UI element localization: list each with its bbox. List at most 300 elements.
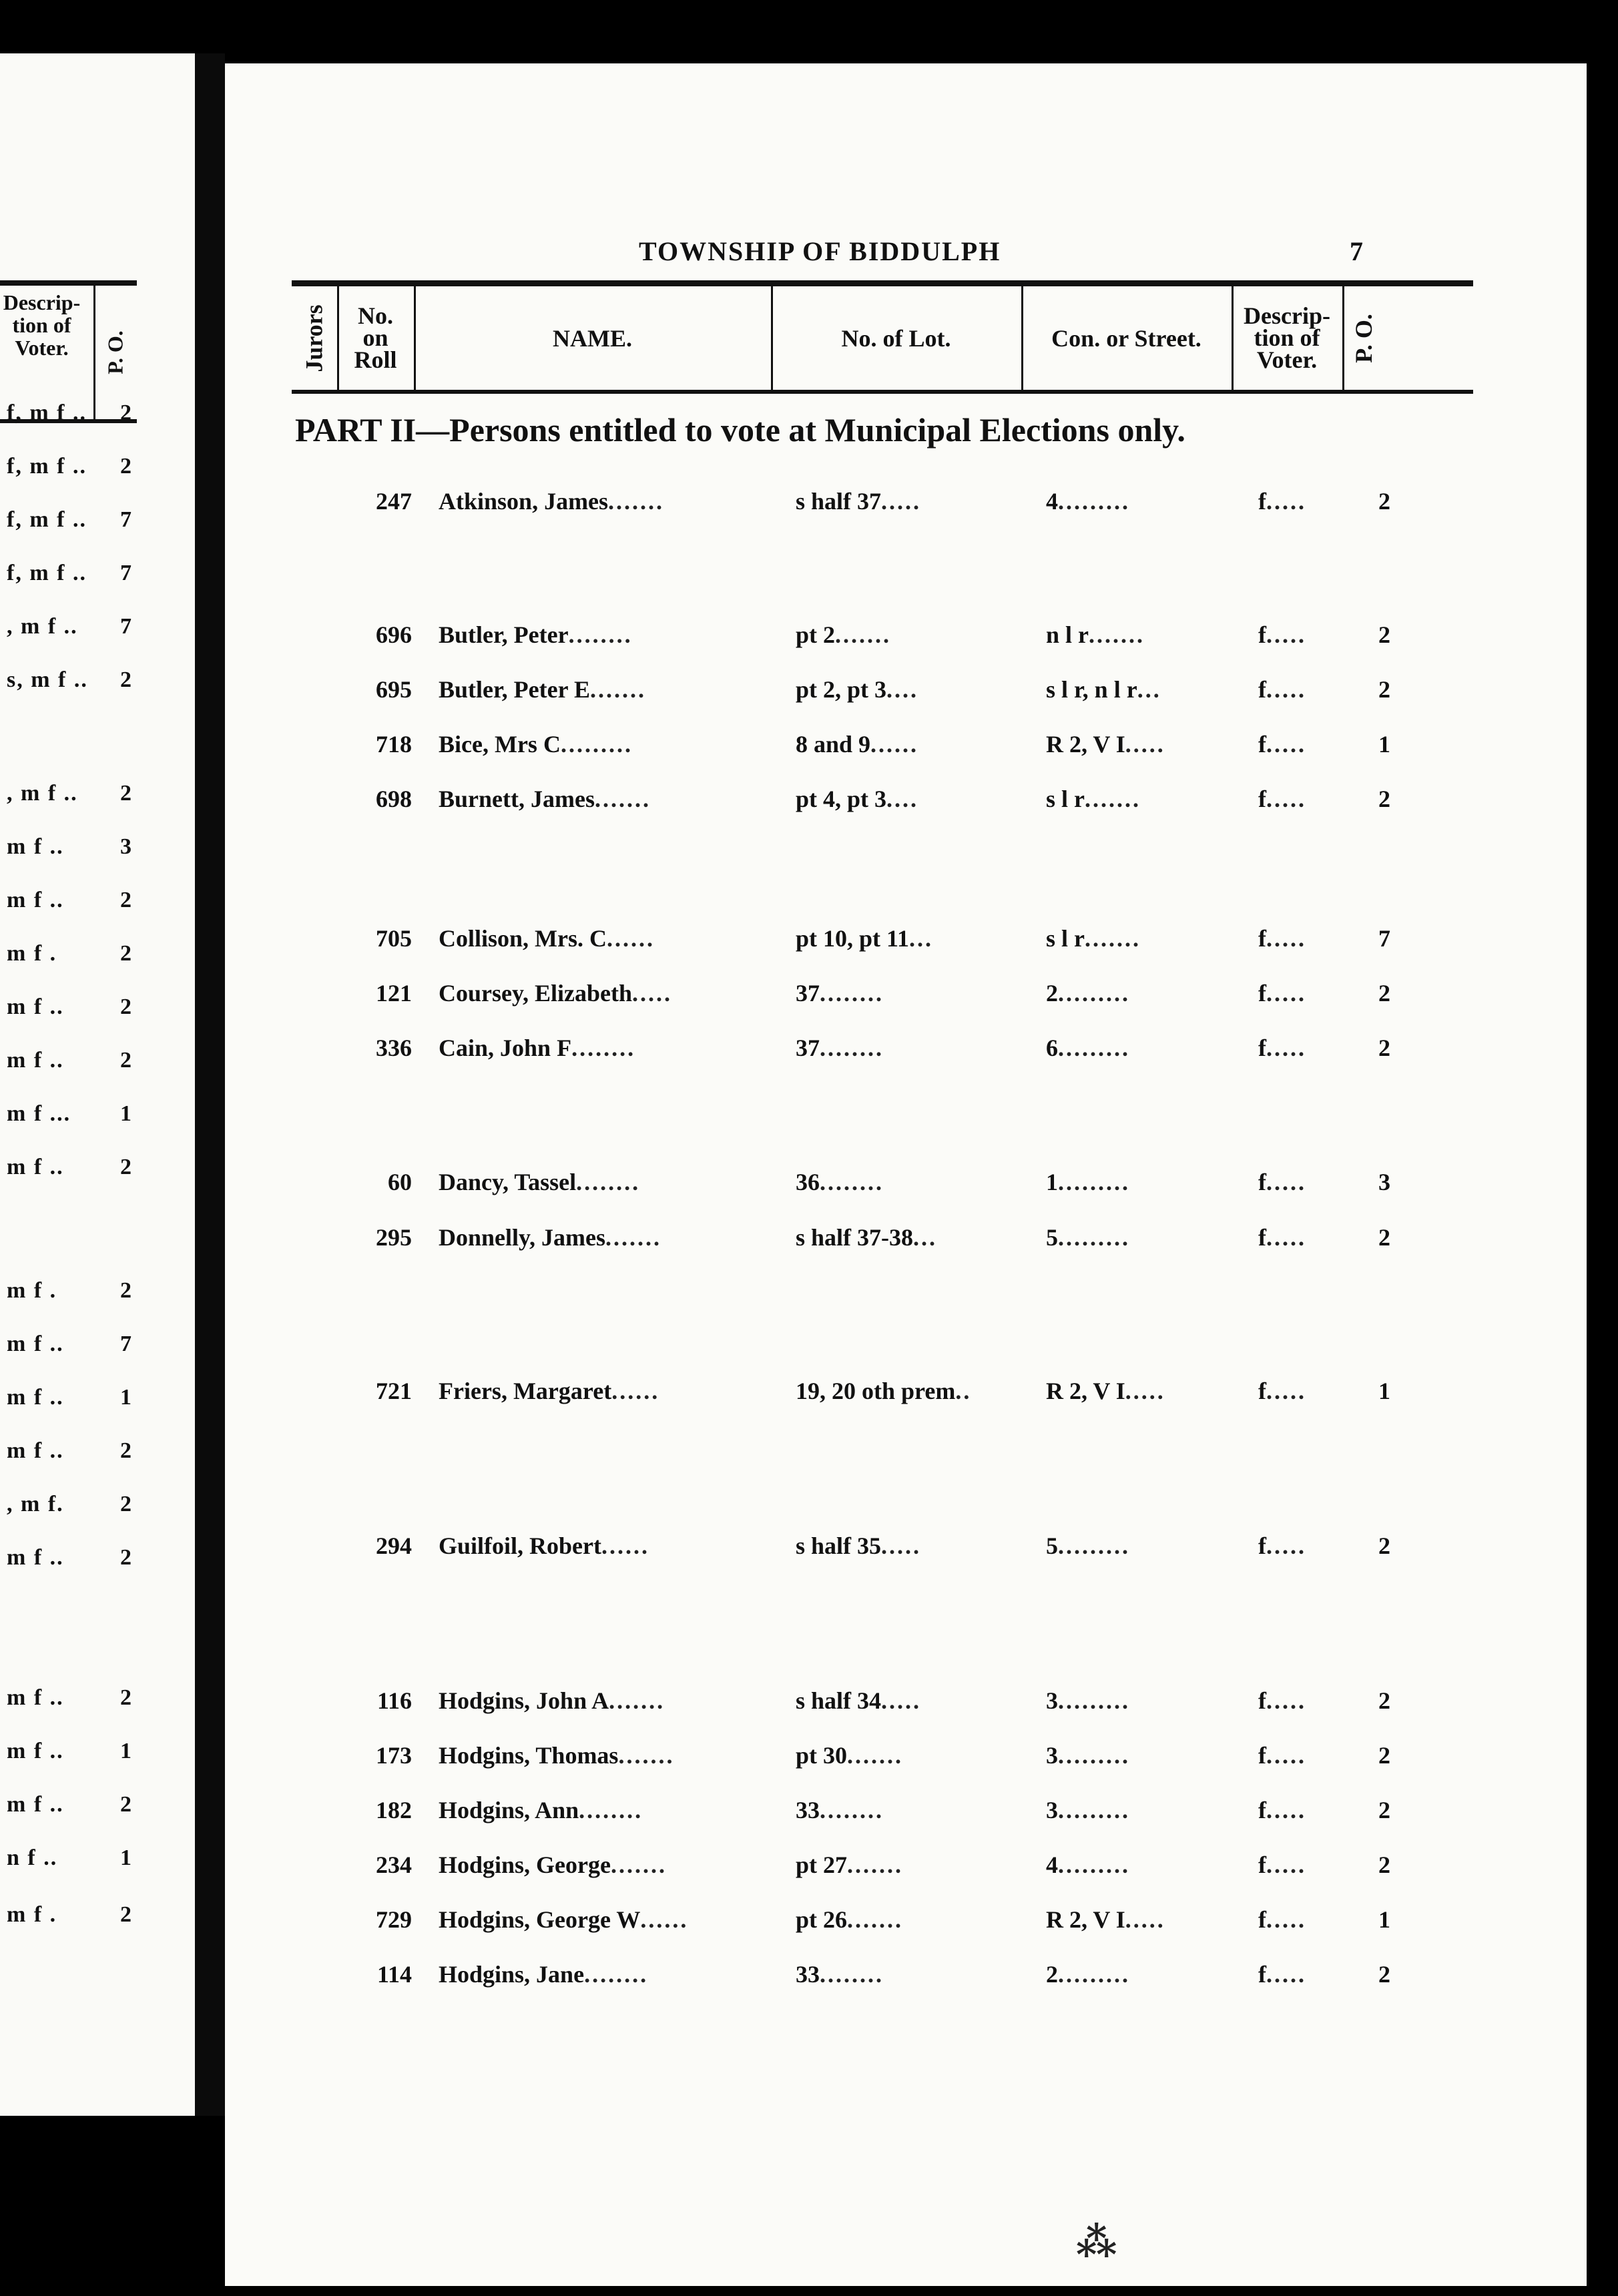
voter-description-text: f [1258,1906,1266,1933]
leader-dots: ..... [1266,1961,1306,1988]
concession [1046,1851,1260,1879]
post-office-text: 2 [1378,1224,1390,1251]
concession-text: 3 [1046,1742,1058,1769]
leader-dots: ........ [568,621,633,648]
lot-number-text: 8 and 9 [796,731,871,758]
roll-number-text: 705 [376,925,412,952]
concession-text: 2 [1046,980,1058,1007]
voter-name-text: Hodgins, Ann [439,1797,579,1823]
leader-dots: .... [886,786,919,812]
post-office-text: 2 [1378,1687,1390,1714]
leader-dots: ........ [584,1961,649,1988]
lot-number-text: 37 [796,1035,820,1061]
leader-dots: ......... [1058,488,1130,515]
post-office-text: 2 [1378,488,1390,515]
roll-number [338,785,412,813]
leader-dots: ......... [1058,1169,1130,1195]
page-gutter [195,53,225,2116]
left-row-description: m f .. [7,1792,64,1817]
voter-name [439,487,772,515]
left-po-header [93,286,136,419]
concession-text: n l r [1046,621,1089,648]
left-row-po: 2 [120,1545,133,1570]
leader-dots: ....... [608,488,665,515]
voter-name-text: Burnett, James [439,786,595,812]
left-row-description: m f .. [7,888,64,912]
lot-number-text: pt 2, pt 3 [796,676,887,703]
left-row-po: 7 [120,614,133,639]
voter-description [1258,1223,1352,1251]
voter-description-text: f [1258,731,1266,758]
left-row-description: , m f. [7,1492,64,1516]
table-row [225,1741,1587,1775]
leader-dots: ..... [1266,1224,1306,1251]
roll-number-text: 116 [376,1687,412,1714]
voter-name [439,1960,772,1988]
leader-dots: ........ [579,1797,643,1823]
left-row-po: 2 [120,1278,133,1303]
voter-description [1258,1851,1352,1879]
left-row-po: 2 [120,994,133,1019]
leader-dots: ........ [571,1035,636,1061]
left-row-description: , m f .. [7,614,78,639]
left-row [7,1438,140,1464]
leader-dots: ..... [881,488,922,515]
concession [1046,1168,1260,1196]
table-row [225,1906,1587,1939]
concession [1046,730,1260,758]
concession [1046,924,1260,952]
voter-name-text: Butler, Peter E [439,676,590,703]
voter-name [439,675,772,703]
voter-name-text: Bice, Mrs C [439,731,561,758]
voter-name [439,979,772,1007]
left-row-description: m f .. [7,1685,64,1710]
voter-name-text: Atkinson, James [439,488,609,515]
post-office-text: 2 [1378,786,1390,812]
lot-number [796,1687,1023,1715]
voter-description-text: f [1258,676,1266,703]
roll-number-text: 234 [376,1851,412,1878]
concession [1046,621,1260,649]
voter-description-text: f [1258,621,1266,648]
roll-number-text: 121 [376,980,412,1007]
lot-number-text: s half 37-38 [796,1224,914,1251]
voter-description [1258,1796,1352,1824]
left-row-description: f, m f .. [7,454,87,479]
voter-name [439,1168,772,1196]
post-office [1378,785,1412,813]
left-row [7,1792,140,1817]
concession [1046,979,1260,1007]
leader-dots: ....... [609,1687,665,1714]
left-row-po: 2 [120,454,133,479]
roll-number-text: 60 [388,1169,412,1195]
post-office-text: 2 [1378,1035,1390,1061]
leader-dots: ... [913,1224,938,1251]
leader-dots: ..... [1266,676,1306,703]
lot-number-text: 19, 20 oth prem [796,1378,956,1404]
leader-dots: ...... [611,1378,660,1404]
left-row-po: 2 [120,1048,133,1073]
table-row [225,1960,1587,1994]
voter-name-text: Butler, Peter [439,621,569,648]
lot-number [796,487,1023,515]
po-header-label: P. O. [1350,313,1377,363]
concession-text: 5 [1046,1224,1058,1251]
voter-description [1258,924,1352,952]
leader-dots: ..... [1266,1378,1306,1404]
lot-number-text: pt 30 [796,1742,848,1769]
left-row-description: m f .. [7,1155,64,1179]
leader-dots: ........ [820,1035,884,1061]
leader-dots: ......... [1058,1532,1130,1559]
concession [1046,1223,1260,1251]
concession-text: 3 [1046,1687,1058,1714]
lot-number-text: pt 2 [796,621,836,648]
post-office [1378,1960,1412,1988]
roll-number-text: 182 [376,1797,412,1823]
lot-number-text: pt 27 [796,1851,848,1878]
lot-number-text: 36 [796,1169,820,1195]
left-row-description: f, m f .. [7,507,87,532]
table-row [225,1168,1587,1201]
voter-description-text: f [1258,925,1266,952]
table-row [225,1034,1587,1067]
leader-dots: ......... [560,731,633,758]
leader-dots: ..... [1266,1169,1306,1195]
voter-description [1258,730,1352,758]
leader-dots: ..... [1266,488,1306,515]
voter-name-text: Hodgins, Jane [439,1961,585,1988]
voter-name [439,1796,772,1824]
left-description-header: Descrip- tion of Voter. [3,290,81,360]
main-page [225,63,1587,2286]
voter-name [439,1851,772,1879]
left-row [7,614,140,639]
leader-dots: ..... [1266,1532,1306,1559]
lot-number [796,1168,1023,1196]
voter-description [1258,1741,1352,1769]
left-row-description: m f .. [7,1545,64,1570]
concession [1046,785,1260,813]
roll-number-text: 721 [376,1378,412,1404]
voter-description-text: f [1258,1961,1266,1988]
post-office [1378,675,1412,703]
left-row [7,1101,140,1127]
post-office-text: 2 [1378,1532,1390,1559]
voter-name [439,1377,772,1405]
lot-number-text: pt 26 [796,1906,848,1933]
leader-dots: ..... [1125,731,1165,758]
left-row-po: 2 [120,1902,133,1927]
left-row-description: m f .. [7,1739,64,1763]
roll-number-text: 695 [376,676,412,703]
lot-number [796,730,1023,758]
leader-dots: ...... [870,731,919,758]
leader-dots: ..... [1266,1797,1306,1823]
leader-dots: ....... [1085,786,1141,812]
voter-description [1258,1034,1352,1062]
post-office-text: 3 [1378,1169,1390,1195]
leader-dots: ..... [1266,1035,1306,1061]
left-row-description: m f .. [7,994,64,1019]
left-row-po: 7 [120,561,133,585]
leader-dots: ..... [1125,1906,1165,1933]
lot-number-text: s half 34 [796,1687,882,1714]
roll-number-text: 336 [376,1035,412,1061]
table-row [225,1796,1587,1829]
concession [1046,1377,1260,1405]
roll-number [338,1906,412,1934]
column-header [292,280,1473,394]
voter-name-text: Cain, John F [439,1035,572,1061]
lot-number [796,979,1023,1007]
roll-number-text: 696 [376,621,412,648]
left-facing-page [0,53,195,2116]
lot-number-text: pt 10, pt 11 [796,925,910,952]
left-row [7,400,140,426]
post-office [1378,1532,1412,1560]
voter-description-text: f [1258,1687,1266,1714]
lot-number-text: s half 37 [796,488,882,515]
table-row [225,487,1587,521]
roll-column-header: No. on Roll [337,286,416,390]
voter-name [439,1687,772,1715]
left-row-po: 2 [120,667,133,692]
concession-text: R 2, V I [1046,731,1125,758]
post-office [1378,979,1412,1007]
lot-number [796,1223,1023,1251]
voter-description-text: f [1258,1532,1266,1559]
roll-number [338,1687,412,1715]
left-row-description: m f .. [7,1332,64,1356]
left-row-po: 2 [120,1155,133,1179]
left-row [7,1385,140,1410]
left-po-label: P. O. [103,330,127,374]
leader-dots: ......... [1058,1851,1130,1878]
voter-name-text: Donnelly, James [439,1224,606,1251]
concession [1046,487,1260,515]
roll-number-text: 173 [376,1742,412,1769]
voter-description [1258,487,1352,515]
voter-name-text: Hodgins, John A [439,1687,609,1714]
leader-dots: ..... [881,1532,922,1559]
voter-description-text: f [1258,1224,1266,1251]
po-column-header [1342,286,1385,390]
left-row-description: s, m f .. [7,667,88,692]
left-row [7,1332,140,1357]
left-row [7,1278,140,1304]
left-row-description: m f ... [7,1101,71,1126]
leader-dots: ...... [601,1532,649,1559]
voter-description-text: f [1258,1742,1266,1769]
table-row [225,1377,1587,1410]
lot-number [796,924,1023,952]
leader-dots: ....... [589,676,646,703]
voter-name-text: Friers, Margaret [439,1378,612,1404]
left-row-description: m f .. [7,1385,64,1410]
left-row [7,1048,140,1073]
voter-name [439,1906,772,1934]
left-row-po: 2 [120,888,133,912]
leader-dots: ..... [1266,1906,1306,1933]
concession [1046,1741,1260,1769]
left-row-description: m f . [7,941,57,966]
post-office [1378,621,1412,649]
leader-dots: ..... [1266,1851,1306,1878]
voter-name [439,1532,772,1560]
concession [1046,1532,1260,1560]
leader-dots: ......... [1058,1687,1130,1714]
roll-number [338,1960,412,1988]
concession [1046,1796,1260,1824]
table-row [225,1532,1587,1565]
leader-dots: ..... [632,980,673,1007]
concession [1046,1687,1260,1715]
table-row [225,1851,1587,1884]
concession-text: 1 [1046,1169,1058,1195]
leader-dots: ........ [576,1169,641,1195]
voter-name-text: Coursey, Elizabeth [439,980,633,1007]
left-row [7,1685,140,1711]
post-office-text: 2 [1378,1797,1390,1823]
concession-text: R 2, V I [1046,1906,1125,1933]
left-row-po: 2 [120,1685,133,1710]
roll-number [338,1532,412,1560]
roll-number [338,1377,412,1405]
post-office [1378,1377,1412,1405]
left-row-description: m f . [7,1902,57,1927]
leader-dots: ....... [1089,621,1145,648]
leader-dots: ..... [1266,1742,1306,1769]
concession-text: 4 [1046,488,1058,515]
table-row [225,1223,1587,1257]
voter-description-text: f [1258,1035,1266,1061]
leader-dots: ......... [1058,1035,1130,1061]
post-office-text: 2 [1378,980,1390,1007]
left-row-po: 2 [120,781,133,806]
lot-number-text: pt 4, pt 3 [796,786,887,812]
voter-description [1258,1168,1352,1196]
post-office-text: 1 [1378,1906,1390,1933]
concession [1046,675,1260,703]
left-row-description: , m f .. [7,781,78,806]
roll-number-text: 295 [376,1224,412,1251]
voter-description-text: f [1258,488,1266,515]
lot-number [796,1851,1023,1879]
voter-name [439,730,772,758]
leader-dots: ..... [1266,786,1306,812]
roll-number [338,979,412,1007]
leader-dots: ....... [847,1742,904,1769]
leader-dots: ..... [1266,980,1306,1007]
post-office-text: 2 [1378,1742,1390,1769]
voter-description [1258,1377,1352,1405]
left-row [7,1845,140,1871]
left-row [7,941,140,966]
leader-dots: ....... [835,621,892,648]
concession-text: R 2, V I [1046,1378,1125,1404]
left-row-po: 2 [120,1492,133,1516]
table-row [225,730,1587,764]
left-row-description: m f . [7,1278,57,1303]
voter-name [439,924,772,952]
voter-description [1258,979,1352,1007]
lot-number [796,1796,1023,1824]
voter-description [1258,1960,1352,1988]
concession-text: 5 [1046,1532,1058,1559]
left-row-description: f, m f .. [7,561,87,585]
lot-number [796,785,1023,813]
left-row [7,888,140,913]
concession-text: 4 [1046,1851,1058,1878]
roll-number [338,1168,412,1196]
lot-number-text: 33 [796,1961,820,1988]
lot-number [796,1377,1023,1405]
post-office-text: 2 [1378,621,1390,648]
voter-description [1258,785,1352,813]
leader-dots: ........ [820,1797,884,1823]
leader-dots: ......... [1058,1797,1130,1823]
left-row-po: 1 [120,1101,133,1126]
voter-name-text: Collison, Mrs. C [439,925,607,952]
left-row [7,454,140,479]
jurors-column-header [292,286,339,390]
left-row-description: m f .. [7,1438,64,1463]
leader-dots: ....... [611,1851,667,1878]
left-row [7,994,140,1020]
leader-dots: ....... [847,1906,904,1933]
post-office [1378,1168,1412,1196]
left-row [7,1902,140,1928]
post-office [1378,1906,1412,1934]
jurors-header-label: Jurors [301,304,328,372]
post-office-text: 2 [1378,676,1390,703]
post-office-text: 7 [1378,925,1390,952]
leader-dots: ....... [605,1224,662,1251]
post-office [1378,487,1412,515]
description-column-header: Descrip- tion of Voter. [1232,286,1344,390]
voter-name-text: Hodgins, George W [439,1906,641,1933]
left-row-description: m f .. [7,1048,64,1073]
lot-number-text: s half 35 [796,1532,882,1559]
voter-name [439,1223,772,1251]
part-heading: PART II—Persons entitled to vote at Municipal Elections only. [295,411,1185,449]
leader-dots: ..... [1266,731,1306,758]
printer-mark: ⁂ [1076,2221,1117,2265]
concession [1046,1034,1260,1062]
voter-name-text: Guilfoil, Robert [439,1532,601,1559]
leader-dots: ...... [640,1906,689,1933]
left-row-po: 7 [120,1332,133,1356]
table-row [225,1687,1587,1720]
lot-number [796,1906,1023,1934]
voter-name-text: Dancy, Tassel [439,1169,577,1195]
leader-dots: ....... [1085,925,1141,952]
post-office [1378,1223,1412,1251]
left-row-po: 3 [120,834,133,859]
voter-description-text: f [1258,1851,1266,1878]
concession [1046,1960,1260,1988]
leader-dots: ..... [881,1687,922,1714]
left-row [7,834,140,860]
post-office [1378,730,1412,758]
roll-number [338,924,412,952]
lot-number [796,1741,1023,1769]
roll-number [338,675,412,703]
table-row [225,621,1587,654]
